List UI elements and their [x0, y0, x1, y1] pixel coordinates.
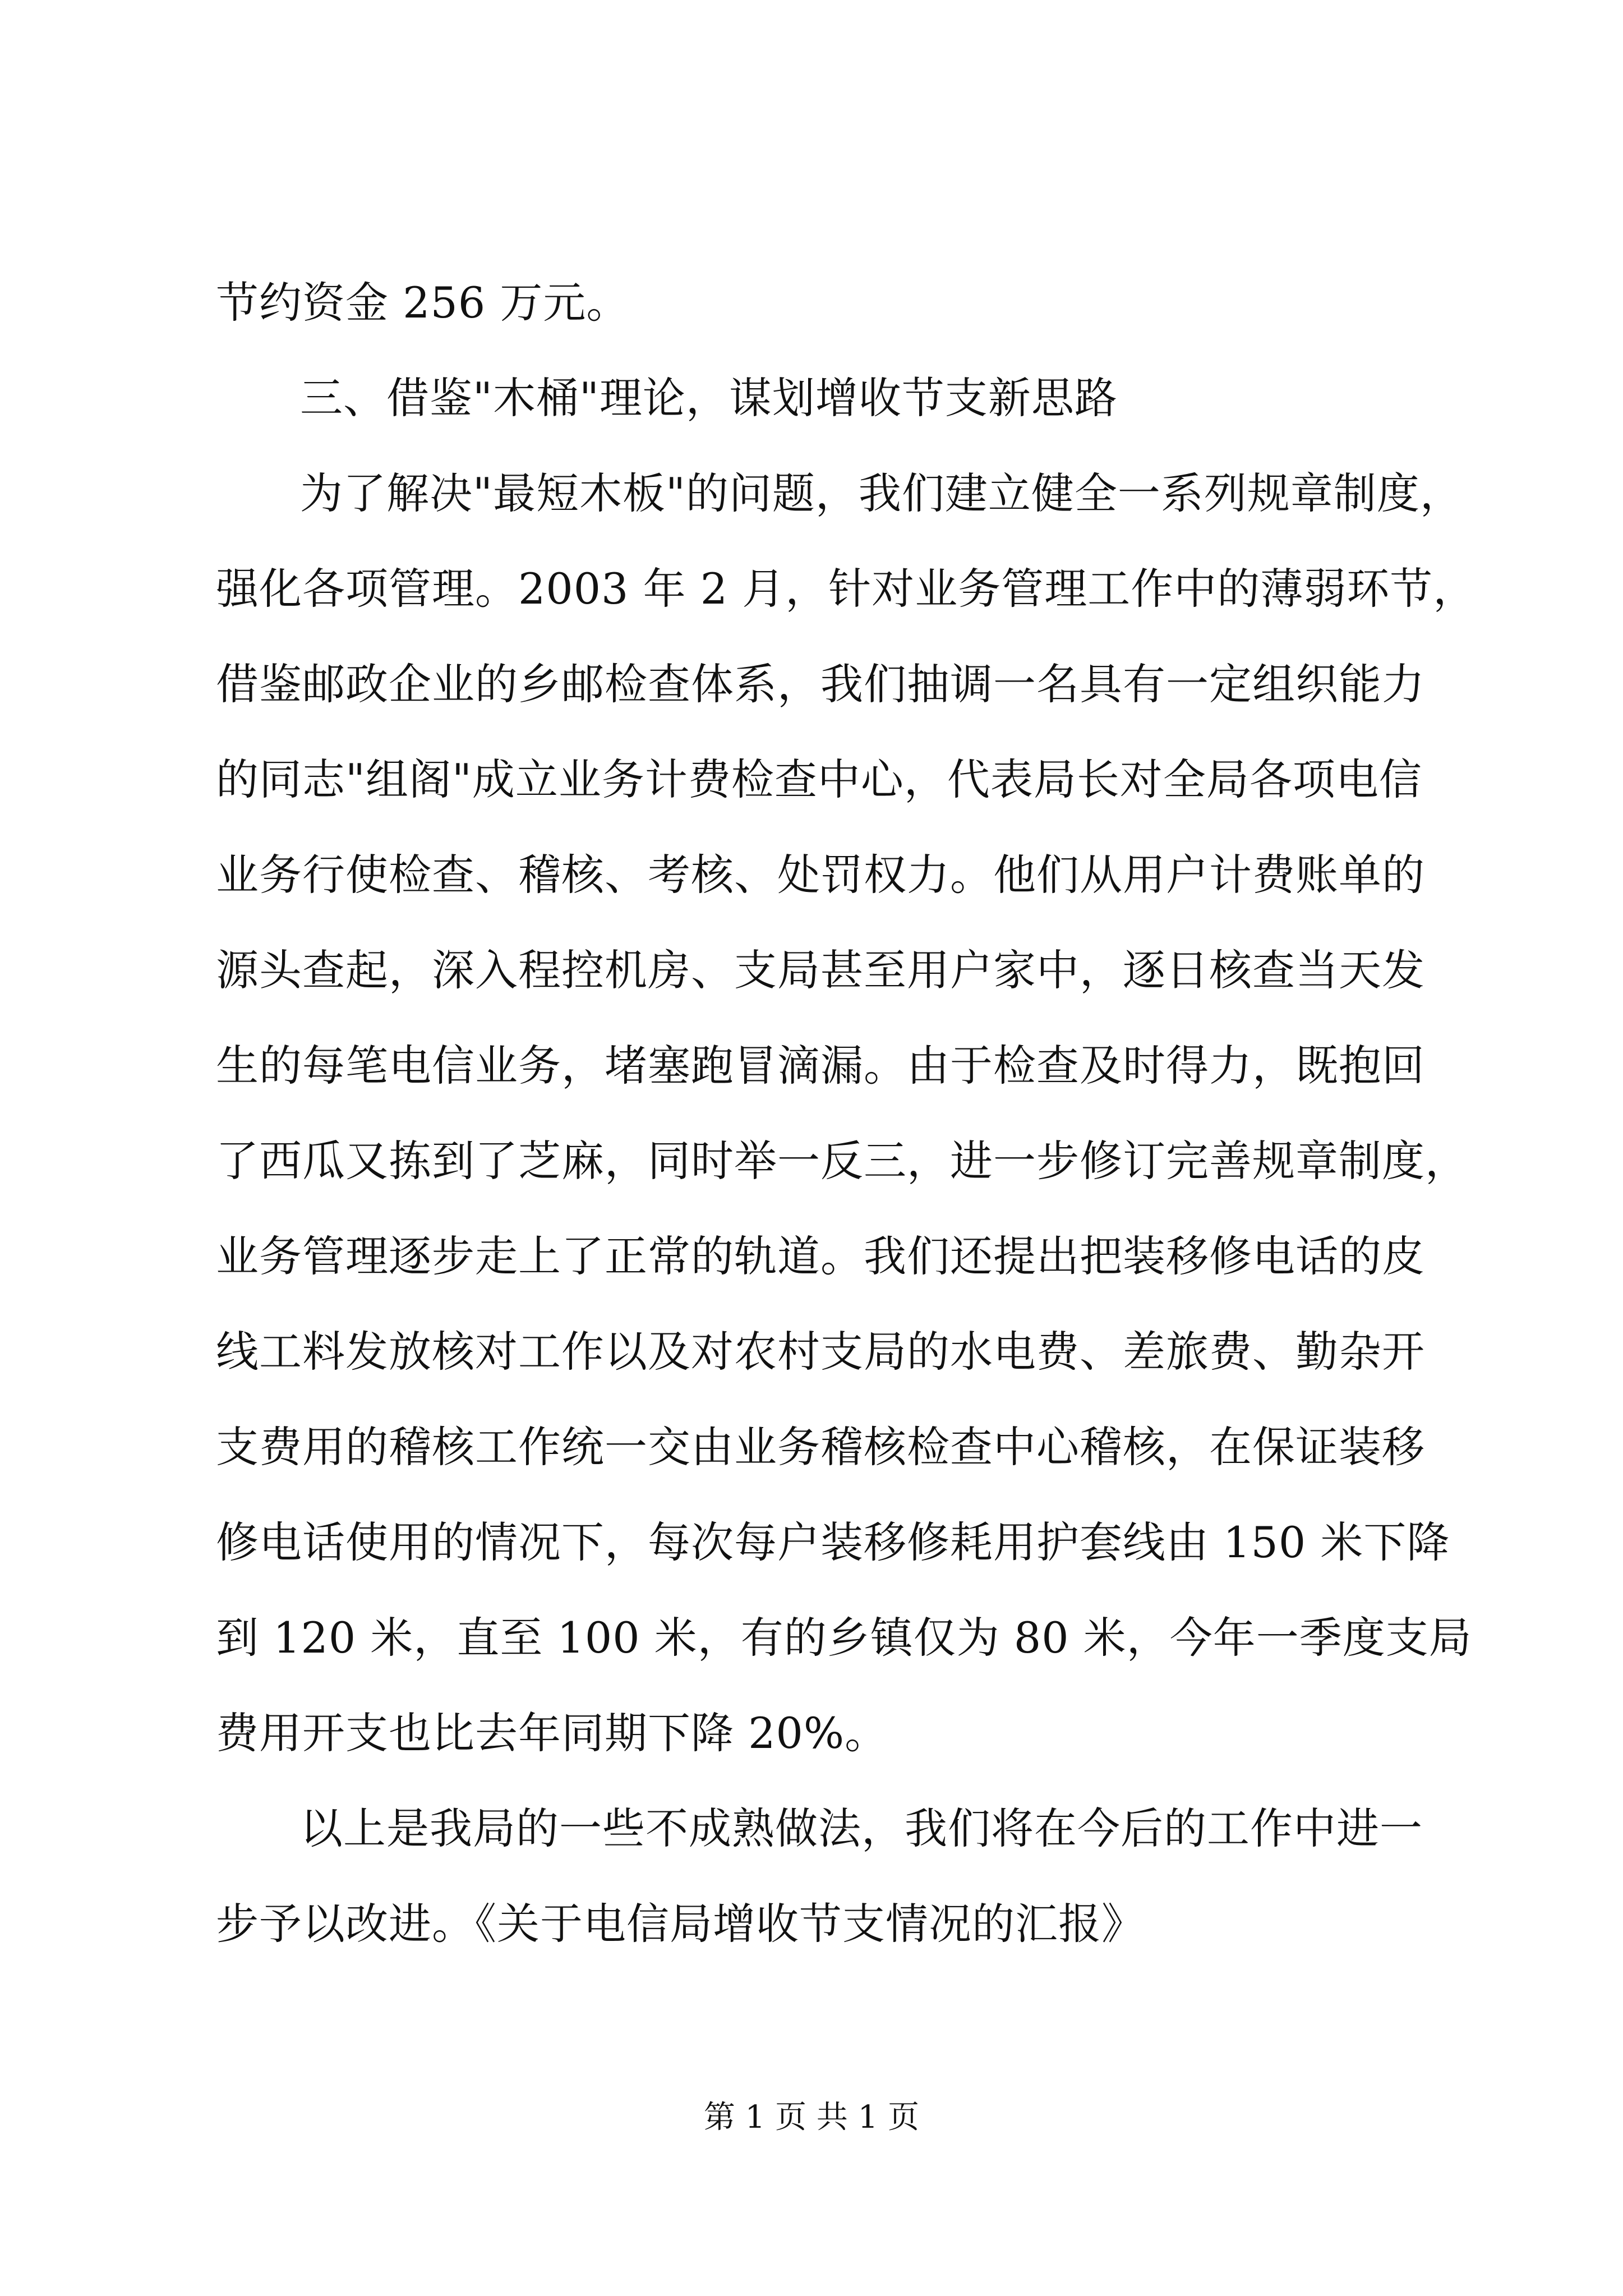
text-line: 步予以改进。《关于电信局增收节支情况的汇报》: [216, 1899, 1145, 1949]
text-line: 费用开支也比去年同期下降 20%。: [216, 1708, 888, 1758]
text-line: 线工料发放核对工作以及对农村支局的水电费、差旅费、勤杂开: [216, 1327, 1425, 1377]
section-heading: 三、借鉴"木桶"理论，谋划增收节支新思路: [300, 373, 1118, 423]
text-line: 生的每笔电信业务，堵塞跑冒滴漏。由于检查及时得力，既抱回: [216, 1041, 1425, 1091]
document-body: [216, 255, 1477, 1972]
text-line: 业务管理逐步走上了正常的轨道。我们还提出把装移修电话的皮: [216, 1231, 1425, 1281]
text-line: 修电话使用的情况下，每次每户装移修耗用护套线由 150 米下降: [216, 1517, 1450, 1567]
text-line: 支费用的稽核工作统一交由业务稽核检查中心稽核，在保证装移: [216, 1422, 1425, 1472]
text-line: 到 120 米，直至 100 米，有的乡镇仅为 80 米，今年一季度支局: [216, 1613, 1472, 1663]
paragraph-first-line: 为了解决"最短木板"的问题，我们建立健全一系列规章制度，: [300, 468, 1463, 518]
text-line: 业务行使检查、稽核、考核、处罚权力。他们从用户计费账单的: [216, 850, 1425, 900]
text-line: 了西瓜又拣到了芝麻，同时举一反三，进一步修订完善规章制度，: [216, 1136, 1468, 1186]
text-line: 源头查起，深入程控机房、支局甚至用户家中，逐日核查当天发: [216, 945, 1425, 995]
text-line: 节约资金 256 万元。: [216, 278, 630, 328]
paragraph-first-line: 以上是我局的一些不成熟做法，我们将在今后的工作中进一: [300, 1803, 1423, 1853]
text-line: 借鉴邮政企业的乡邮检查体系，我们抽调一名具有一定组织能力: [216, 659, 1425, 709]
text-line: 的同志"组阁"成立业务计费检查中心，代表局长对全局各项电信: [216, 754, 1422, 804]
text-line: 强化各项管理。2003 年 2 月，针对业务管理工作中的薄弱环节，: [216, 564, 1477, 614]
page-number-footer: 第 1 页 共 1 页: [703, 2099, 920, 2136]
